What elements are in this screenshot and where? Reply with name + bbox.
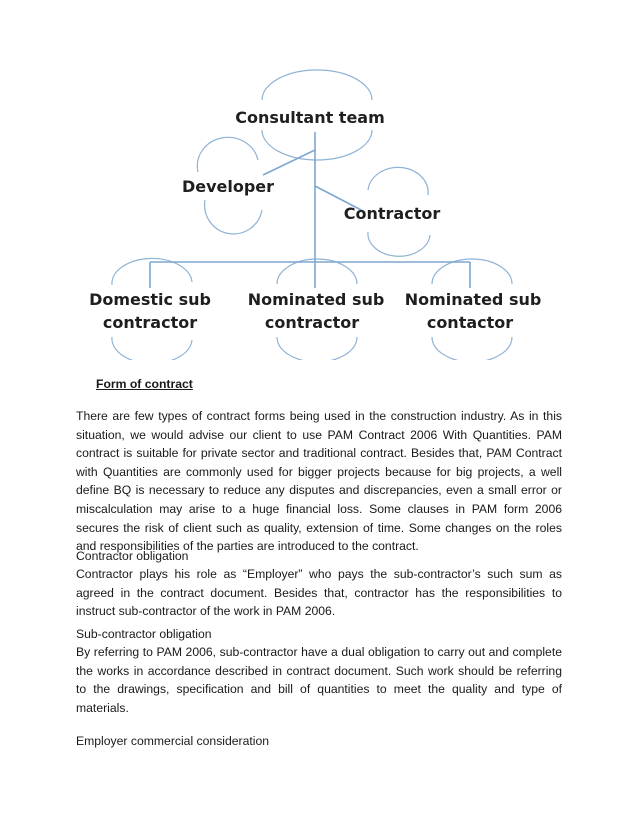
sub3-label-line2: contactor — [426, 313, 514, 332]
sub1-label-line2: contractor — [102, 313, 198, 332]
contractor-arc-bottom — [368, 232, 430, 256]
subcontractor-obligation-paragraph: By referring to PAM 2006, sub-contractor have a dual obligation to carry out and complete the works in accordance described in contract document. Such work should be referring to the drawings, specification and bill of quantities to meet the quality and type of materials. — [76, 645, 562, 715]
developer-connector — [263, 150, 315, 175]
sub2-label-line1: Nominated sub — [247, 290, 385, 309]
developer-label: Developer — [181, 177, 275, 196]
contractor-obligation-paragraph: Contractor plays his role as “Employer” who pays the sub-contractor’s such sum as agreed in the contract document. Besides that, contractor has the responsibilities to instruct sub-contractor of the work in PAM 2006. — [76, 567, 562, 619]
sub3-label-line1: Nominated sub — [404, 290, 542, 309]
employer-commercial-heading: Employer commercial consideration — [76, 734, 270, 748]
consultant-arc-bottom — [262, 130, 372, 160]
org-chart — [0, 0, 638, 360]
sub1-arc-bottom — [112, 337, 192, 360]
sub1-label-line1: Domestic sub — [89, 290, 211, 309]
contractor-label: Contractor — [343, 204, 441, 223]
contractor-arc-top — [368, 167, 428, 195]
developer-arc-top — [197, 137, 258, 172]
sub3-arc-bottom — [432, 337, 512, 360]
form-of-contract-heading: Form of contract — [96, 377, 193, 391]
consultant-arc-top — [262, 70, 372, 100]
consultant-label: Consultant team — [235, 108, 385, 127]
sub2-arc-bottom — [277, 337, 357, 360]
developer-arc-bottom — [205, 200, 262, 234]
form-of-contract-paragraph: There are few types of contract forms being used in the construction industry. As in this situation, we would advise our client to use PAM Contract 2006 With Quantities. PAM contract is suitable for private sector and traditional contract. Besides that, PAM Contract with Quantities are commonly used for bigger projects because for big projects, a well define BQ is necessary to reduce any disputes and discrepancies, even a small error or miscalculation may arise to a huge financial loss. Some clauses in PAM form 2006 secures the risk of client such as quality, extension of time. Some changes on the roles and responsibilities of the parties are introduced to the contract. — [76, 409, 562, 554]
subcontractor-obligation-heading: Sub-contractor obligation — [76, 627, 212, 641]
sub2-label-line2: contractor — [264, 313, 360, 332]
contractor-obligation-heading: Contractor obligation — [76, 549, 189, 563]
